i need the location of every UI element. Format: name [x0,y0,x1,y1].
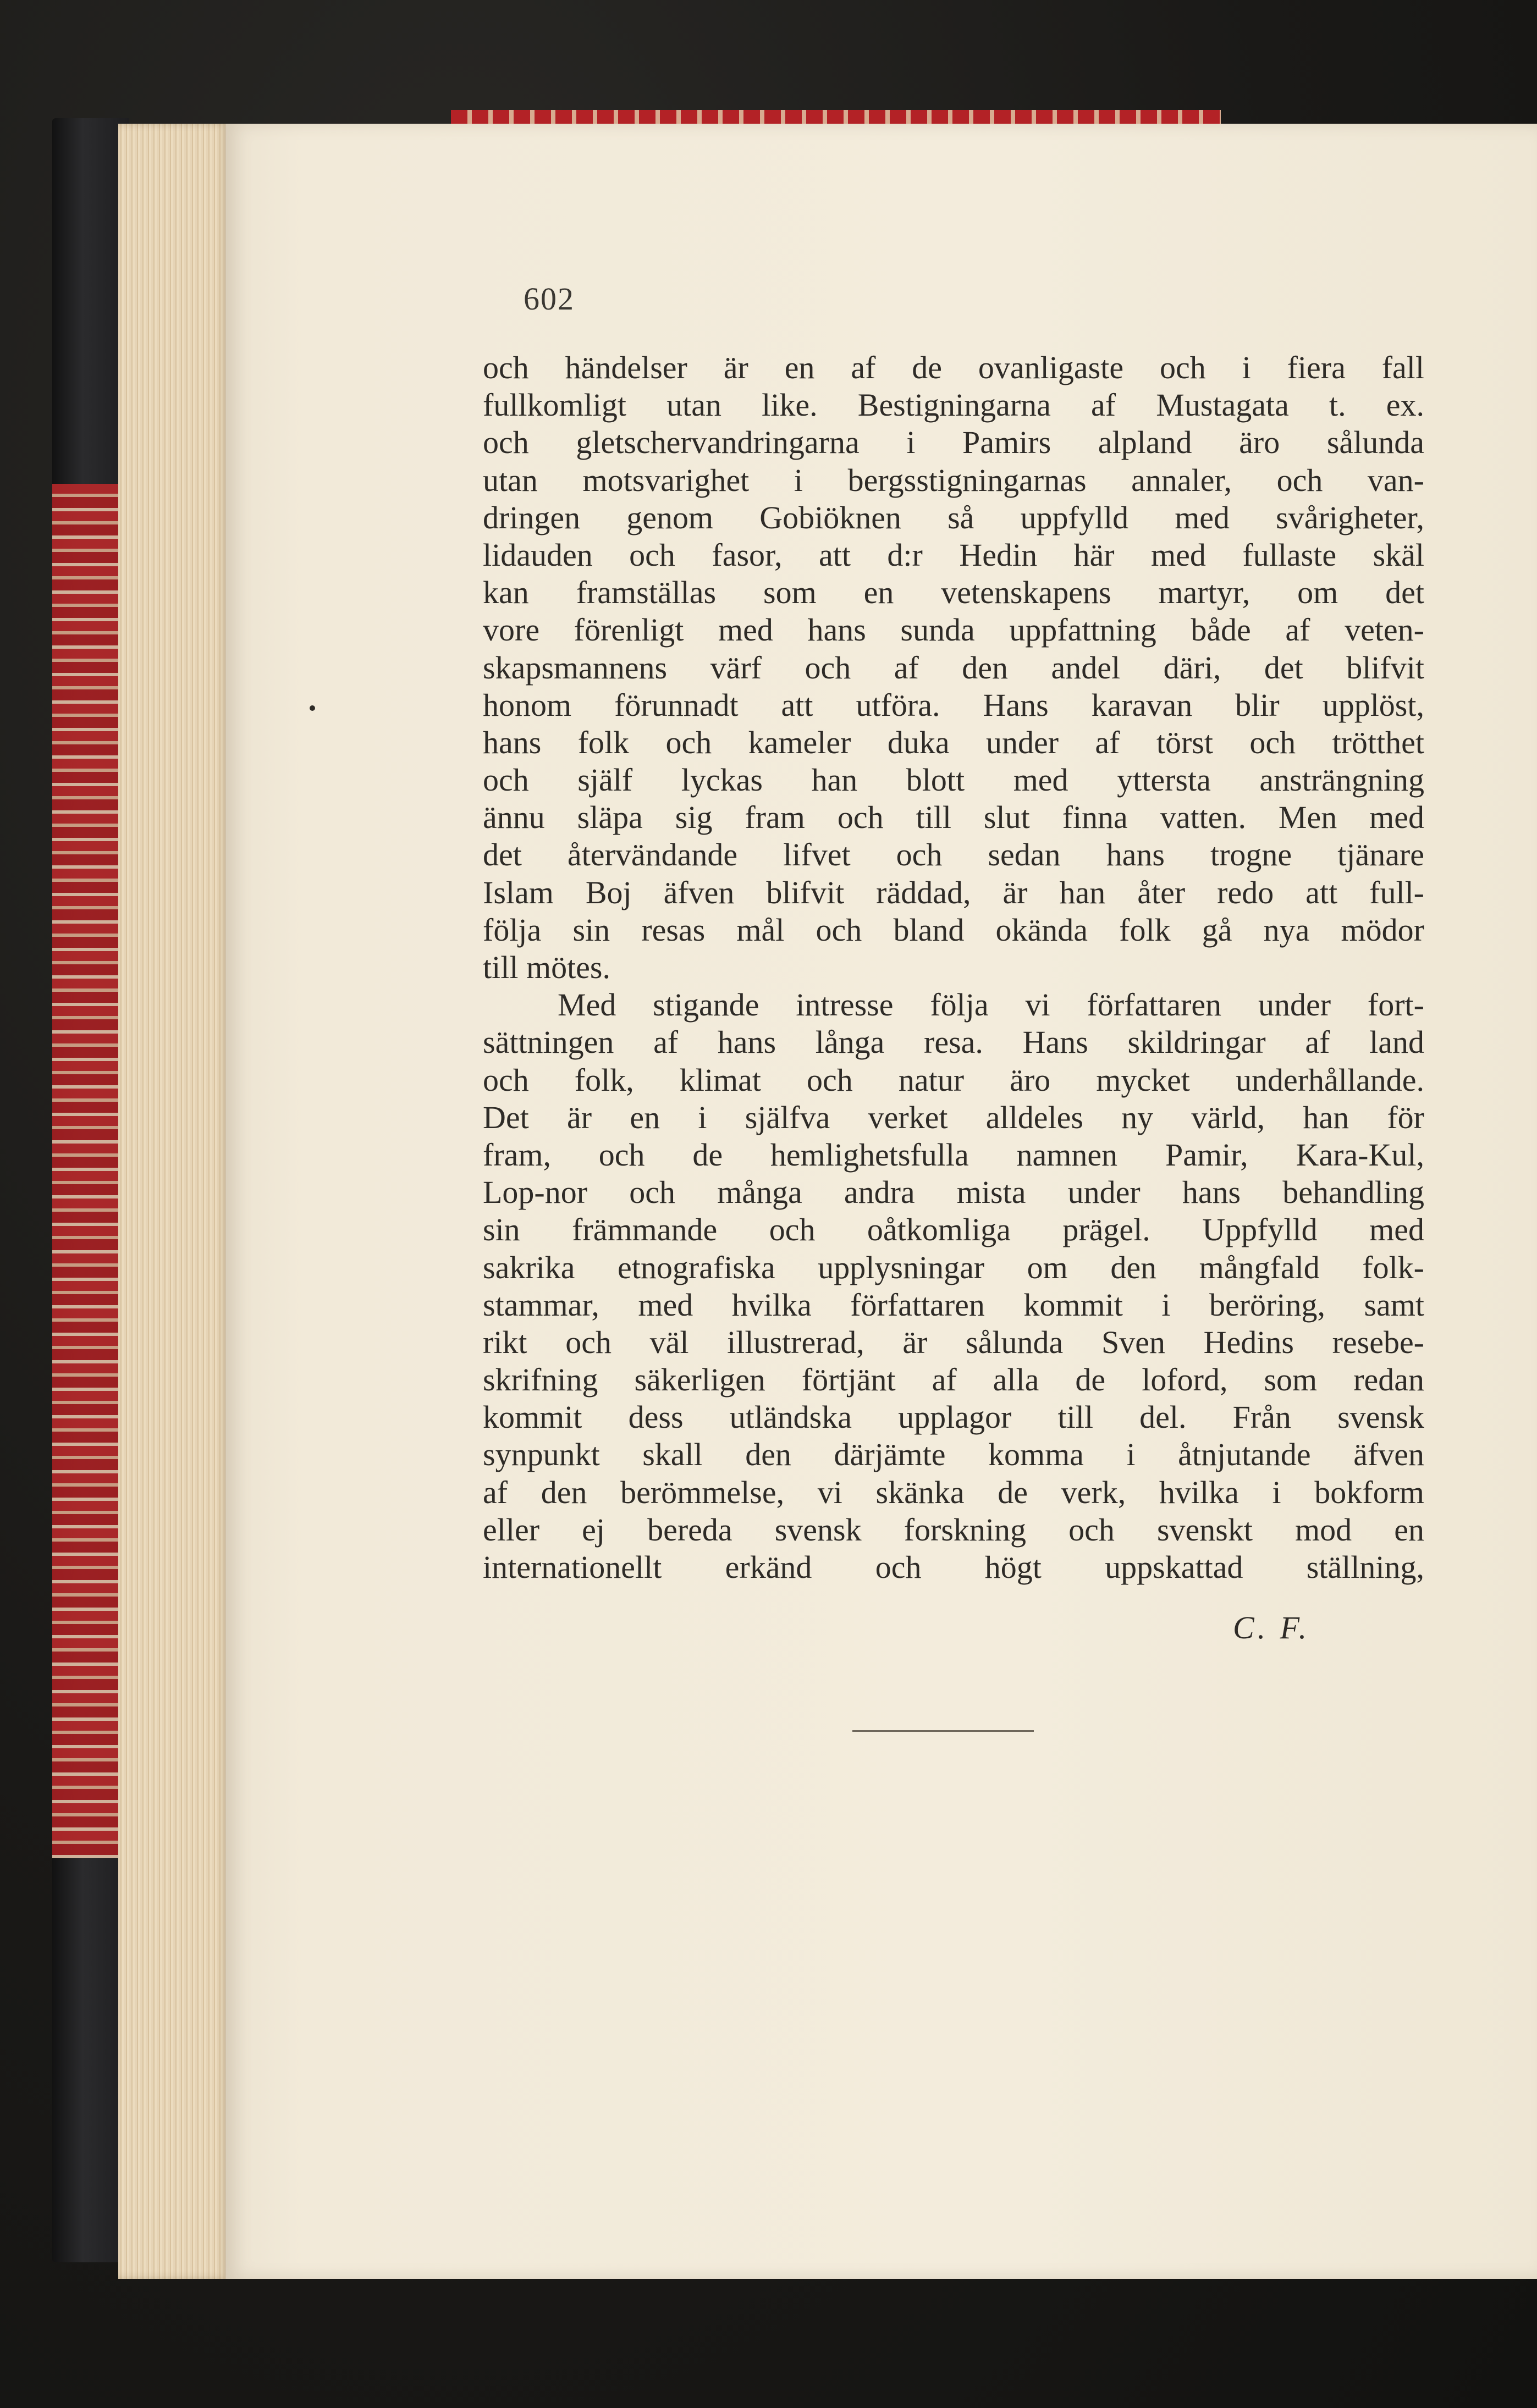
text-line: sättningen af hans långa resa. Hans skildringar af land [483,1024,1424,1061]
margin-speck [310,705,315,711]
text-line: af den berömmelse, vi skänka de verk, hvilka i bokform [483,1474,1424,1510]
text-line: kan framställas som en vetenskapens martyr, om det [483,575,1424,611]
text-line: skapsmannens värf och af den andel däri, det blifvit [483,649,1424,686]
book-red-top-edge [451,110,1221,125]
text-line: ännu släpa sig fram och till slut finna vatten. Men med [483,799,1424,836]
text-line: hans folk och kameler duka under af törst och trötthet [483,724,1424,760]
paragraph-end-line: till mötes. [483,949,610,985]
text-line: det återvändande lifvet och sedan hans trogne tjänare [483,837,1424,873]
text-line: stammar, med hvilka författaren kommit i beröring, samt [483,1286,1424,1323]
text-line: kommit dess utländska upplagor till del. Från svensk [483,1399,1424,1435]
text-line: följa sin resas mål och bland okända folk gå nya mödor [483,912,1424,948]
text-line: Lop-nor och många andra mista under hans behandling [483,1174,1424,1211]
text-line: internationellt erkänd och högt uppskattad ställning, [483,1549,1424,1585]
text-line: sin främmande och oåtkomliga prägel. Uppfylld med [483,1212,1424,1248]
text-line: rikt och väl illustrerad, är sålunda Sven Hedins resebe- [483,1324,1424,1360]
text-line: sakrika etnografiska upplysningar om den mångfald folk- [483,1249,1424,1285]
text-line: vore förenligt med hans sunda uppfattning både af veten- [483,612,1424,648]
text-line: och själf lyckas han blott med yttersta ansträngning [483,762,1424,798]
page-stack [118,124,228,2279]
text-line: Islam Boj äfven blifvit räddad, är han åter redo att full- [483,874,1424,910]
page-number: 602 [524,281,575,317]
text-line: synpunkt skall den därjämte komma i åtnjutande äfven [483,1437,1424,1473]
paragraph-start-line: Med stigande intresse följa vi författaren under fort- [558,987,1424,1023]
text-line: dringen genom Gobiöknen så uppfylld med svårigheter, [483,499,1424,535]
signature: C. F. [1233,1610,1310,1645]
text-line: fullkomligt utan like. Bestigningarna af Mustagata t. ex. [483,387,1424,423]
book-red-edge [52,484,118,1858]
body-text [483,349,1424,1586]
text-line: eller ej bereda svensk forskning och svenskt mod en [483,1511,1424,1548]
text-line: och folk, klimat och natur äro mycket underhållande. [483,1062,1424,1098]
text-line: honom förunnadt att utföra. Hans karavan blir upplöst, [483,687,1424,723]
section-divider [852,1730,1034,1732]
text-line: fram, och de hemlighetsfulla namnen Pamir, Kara-Kul, [483,1136,1424,1173]
text-line: och gletschervandringarna i Pamirs alpland äro sålunda [483,424,1424,461]
text-line: Det är en i själfva verket alldeles ny värld, han för [483,1099,1424,1135]
text-line: och händelser är en af de ovanligaste och i fiera fall [483,350,1424,385]
text-line: skrifning säkerligen förtjänt af alla de loford, som redan [483,1362,1424,1398]
text-line: lidauden och fasor, att d:r Hedin här med fullaste skäl [483,537,1424,573]
text-line: utan motsvarighet i bergsstigningarnas annaler, och van- [483,462,1424,498]
